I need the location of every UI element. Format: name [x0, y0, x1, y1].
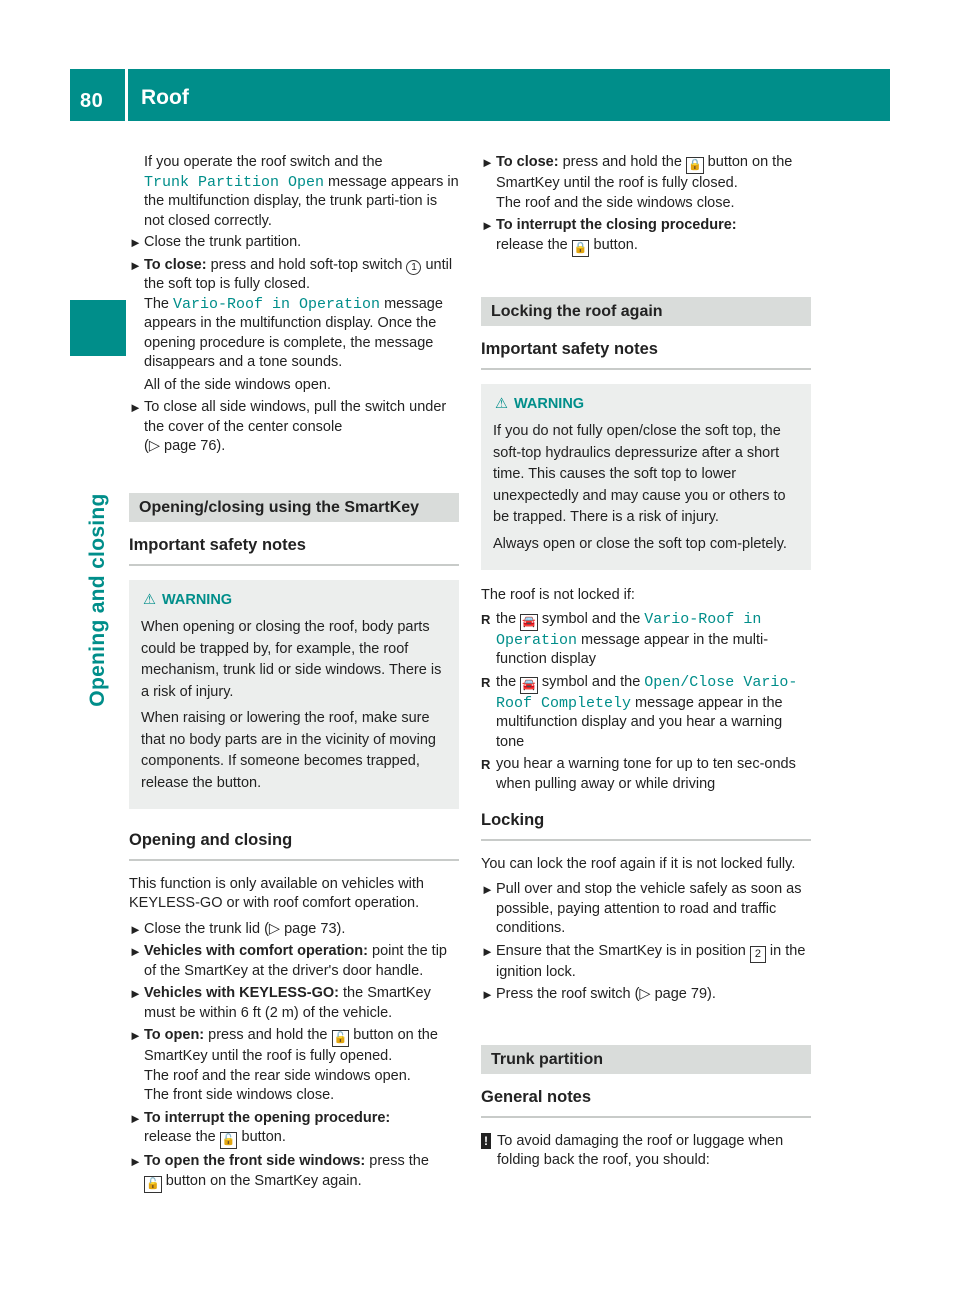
- bullet-1: R the 🚘 symbol and the Vario-Roof in Operation message appear in the multi-function display: [481, 610, 769, 667]
- warning-triangle-icon: ⚠: [143, 591, 156, 608]
- step-arrow-icon: ►: [481, 218, 494, 233]
- oc-intro: This function is only available on vehicles with KEYLESS-GO or with roof comfort operation.: [129, 875, 424, 911]
- page-title: Roof: [141, 86, 189, 109]
- right-column: [481, 153, 811, 1171]
- step-to-close: ► To close: press and hold soft-top switch 1 until the soft top is fully closed. The Vario-Roof in Operation message appears in the multifunction display. Once the opening procedure is complete, the message disappears and a tone sounds. All of the side windows open.: [129, 256, 453, 393]
- intro-paragraph: If you operate the roof switch and the Trunk Partition Open message appears in the multifunction display, the trunk parti-tion is not closed correctly.: [144, 154, 459, 229]
- subheading-opening-closing: Opening and closing: [129, 825, 459, 861]
- oc-step-4: ► To open: press and hold the 🔓 button on the SmartKey until the roof is fully opened. The roof and the rear side windows open. The front side windows close.: [129, 1027, 438, 1103]
- subheading-safety: Important safety notes: [129, 522, 459, 566]
- step-arrow-icon: ►: [129, 986, 142, 1001]
- bullet-2: R the 🚘 symbol and the Open/Close Vario-Roof Completely message appear in the multifunction display and you hear a warning tone: [481, 673, 798, 750]
- rc-step-close: ► To close: press and hold the 🔒 button on the SmartKey until the roof is fully closed. The roof and the side windows close.: [481, 154, 793, 211]
- display-message: Open/Close Vario-Roof Completely: [496, 673, 798, 712]
- lock-step-3: ► Press the roof switch (▷ page 79).: [481, 985, 811, 1005]
- oc-step-3: ► Vehicles with KEYLESS-GO: the SmartKey must be within 6 ft (2 m) of the vehicle.: [129, 985, 431, 1021]
- notice-exclamation-icon: !: [481, 1133, 491, 1149]
- lock-icon: 🔒: [686, 157, 704, 174]
- header-divider: [125, 69, 128, 121]
- lock-icon: 🔒: [572, 240, 590, 257]
- display-message: Trunk Partition Open: [144, 173, 325, 191]
- chapter-label: Opening and closing: [86, 493, 109, 707]
- step-arrow-icon: ►: [129, 1154, 142, 1169]
- oc-step-2: ► Vehicles with comfort operation: point the tip of the SmartKey at the driver's door handle.: [129, 943, 447, 979]
- bullet-3: R you hear a warning tone for up to ten sec-onds when pulling away or while driving: [481, 756, 796, 792]
- section-banner-locking: Locking the roof again: [481, 297, 811, 327]
- step-close-all-windows: ► To close all side windows, pull the switch under the cover of the center console (▷ page 76).: [129, 399, 447, 454]
- locking-intro: You can lock the roof again if it is not locked fully.: [481, 855, 796, 872]
- step-arrow-icon: ►: [129, 400, 142, 415]
- step-close-trunk: ► Close the trunk partition.: [129, 233, 459, 253]
- unlock-icon: 🔓: [332, 1030, 350, 1047]
- oc-step-5: ► To interrupt the opening procedure: release the 🔓 button.: [129, 1109, 459, 1150]
- step-arrow-icon: ►: [129, 1110, 142, 1126]
- left-column: [129, 153, 459, 1196]
- page-reference-link[interactable]: (▷ page 76).: [144, 438, 226, 454]
- section-banner-smartkey: Opening/closing using the SmartKey: [129, 493, 459, 523]
- step-arrow-icon: ►: [129, 944, 142, 959]
- not-locked-intro: The roof is not locked if:: [481, 587, 635, 603]
- step-arrow-icon: ►: [129, 257, 142, 273]
- warning-box: ⚠ WARNING When opening or closing the roof, body parts could be trapped by, for example, the roof mechanism, trunk lid or side windows. There is a risk of injury. When raising or lowering the roof, make sure that no body parts are in the vicinity of moving components. If someone becomes trapped, release the button.: [129, 580, 459, 810]
- convertible-car-icon: 🚘: [520, 614, 538, 631]
- step-arrow-icon: ►: [129, 1028, 142, 1043]
- section-banner-trunk: Trunk partition: [481, 1045, 811, 1075]
- warning-box-right: ⚠ WARNING If you do not fully open/close the soft top, the soft-top hydraulics depressurize after a short time. This causes the soft top to lower unexpectedly and may cause you or others to be trapped. There is a risk of injury. Always open or close the soft top com-pletely.: [481, 384, 811, 571]
- position-badge: 2: [750, 946, 766, 963]
- subheading-general: General notes: [481, 1074, 811, 1118]
- convertible-car-icon: 🚘: [520, 677, 538, 694]
- page-number: 80: [80, 90, 104, 112]
- subheading-locking: Locking: [481, 797, 811, 841]
- rc-step-interrupt: ► To interrupt the closing procedure: release the 🔒 button.: [481, 216, 811, 257]
- step-arrow-icon: ►: [481, 943, 494, 959]
- step-arrow-icon: ►: [481, 987, 494, 1002]
- header-bar: [70, 69, 890, 121]
- step-arrow-icon: ►: [481, 155, 494, 170]
- side-tab: [70, 300, 126, 356]
- display-message: Vario-Roof in Operation: [173, 295, 381, 313]
- subheading-safety-right: Important safety notes: [481, 326, 811, 370]
- oc-step-6: ► To open the front side windows: press the 🔓 button on the SmartKey again.: [129, 1152, 459, 1193]
- switch-reference-badge: 1: [406, 260, 421, 275]
- notice-box: ! To avoid damaging the roof or luggage when folding back the roof, you should:: [481, 1132, 811, 1171]
- oc-step-1: ► Close the trunk lid (▷ page 73).: [129, 920, 459, 940]
- display-message: Vario-Roof in Operation: [496, 610, 762, 649]
- unlock-icon: 🔓: [220, 1132, 238, 1149]
- step-arrow-icon: ►: [129, 235, 142, 250]
- unlock-icon: 🔓: [144, 1176, 162, 1193]
- warning-triangle-icon: ⚠: [495, 395, 508, 412]
- step-arrow-icon: ►: [129, 921, 142, 937]
- step-arrow-icon: ►: [481, 882, 494, 897]
- lock-step-2: ► Ensure that the SmartKey is in position 2 in the ignition lock.: [481, 942, 806, 980]
- lock-step-1: ► Pull over and stop the vehicle safely as soon as possible, paying attention to road and traffic conditions.: [481, 881, 802, 936]
